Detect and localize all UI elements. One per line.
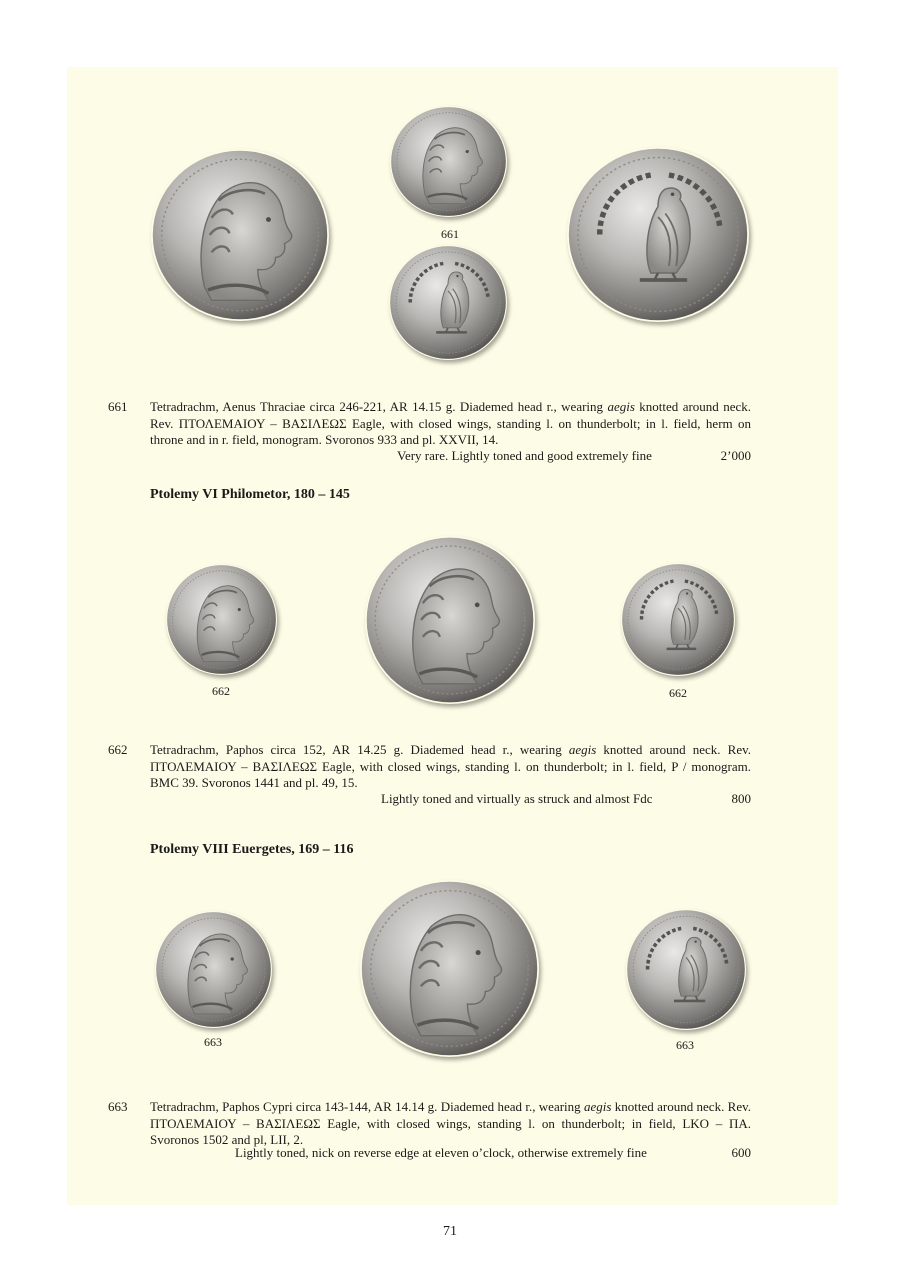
lot-desc-661-b: knotted around neck. Rev. ΠΤΟΛΕΜΑΙΟΥ – ΒΑΣΙΛΕΩΣ Eagle, with closed wings, standing l. on thunderbolt; in l. field, herm on throne and in r. field, monogram. Svoronos 933 and pl. XXVII, 14. xyxy=(150,399,751,447)
coin-label-663-right: 663 xyxy=(676,1038,694,1052)
lot-desc-662-a: Tetradrachm, Paphos circa 152, AR 14.25 g. Diademed head r., wearing xyxy=(150,742,569,757)
coin-661-reverse-small xyxy=(389,245,507,360)
lot-description-663 xyxy=(150,1099,751,1149)
coin-663-obverse-large xyxy=(360,880,539,1057)
section-heading-ptolemy-viii: Ptolemy VIII Euergetes, 169 – 116 xyxy=(150,842,354,857)
lot-desc-663-b: knotted around neck. Rev. ΠΤΟΛΕΜΑΙΟΥ – ΒΑΣΙΛΕΩΣ Eagle, with closed wings, standing l. on thunderbolt; in field, LKO – ΠΑ. Svoronos 1502 and pl, LII, 2. xyxy=(150,1099,752,1147)
lot-desc-662-b: knotted around neck. Rev. ΠΤΟΛΕΜΑΙΟΥ – ΒΑΣΙΛΕΩΣ Eagle, with closed wings, standing l. on thunderbolt; in l. field, P / monogram. BMC 39. Svoronos 1441 and pl. 49, 15. xyxy=(150,742,752,790)
coin-label-662-right: 662 xyxy=(669,686,687,700)
coin-label-662-left: 662 xyxy=(212,684,230,698)
lot-grade-662: Lightly toned and virtually as struck and almost Fdc xyxy=(381,791,653,806)
lot-description-662 xyxy=(150,742,751,792)
lot-desc-663-a: Tetradrachm, Paphos Cypri circa 143-144, AR 14.14 g. Diademed head r., wearing xyxy=(150,1099,584,1114)
coin-661-reverse-large xyxy=(567,147,749,322)
lot-grade-661: Very rare. Lightly toned and good extremely fine xyxy=(397,448,652,463)
lot-desc-663-italic: aegis xyxy=(584,1099,612,1114)
section-heading-ptolemy-vi: Ptolemy VI Philometor, 180 – 145 xyxy=(150,487,350,502)
lot-desc-662-italic: aegis xyxy=(568,742,597,757)
coin-label-663-left: 663 xyxy=(204,1035,222,1049)
lot-description-661 xyxy=(150,399,751,449)
coin-662-reverse-small xyxy=(621,563,735,676)
lot-grade-663: Lightly toned, nick on reverse edge at eleven o’clock, otherwise extremely fine xyxy=(235,1145,647,1160)
coin-662-obverse-small xyxy=(166,564,277,675)
page-number: 71 xyxy=(443,1224,457,1239)
coin-661-obverse-large xyxy=(151,149,329,321)
lot-desc-661-italic: aegis xyxy=(607,399,635,414)
lot-price-662: 800 xyxy=(731,791,751,806)
lot-price-663: 600 xyxy=(731,1145,751,1160)
lot-number-661: 661 xyxy=(108,399,128,414)
lot-price-661: 2’000 xyxy=(720,448,751,463)
lot-number-663: 663 xyxy=(108,1099,128,1114)
coin-661-obverse-small xyxy=(390,106,507,217)
coin-663-reverse-small xyxy=(626,909,746,1030)
coin-662-obverse-large xyxy=(365,536,535,704)
coin-label-661: 661 xyxy=(441,227,459,241)
lot-desc-661-a: Tetradrachm, Aenus Thraciae circa 246-221, AR 14.15 g. Diademed head r., wearing xyxy=(150,399,608,414)
coin-663-obverse-small xyxy=(155,911,272,1028)
lot-number-662: 662 xyxy=(108,742,128,757)
